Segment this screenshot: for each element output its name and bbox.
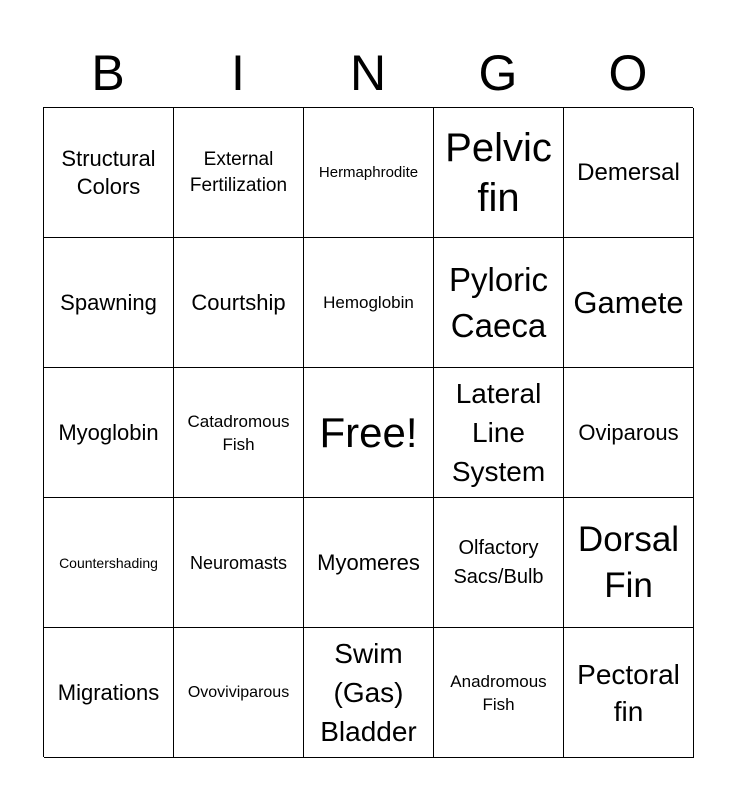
header-letter-i: I: [231, 45, 245, 101]
cell-label: Hemoglobin: [323, 293, 414, 312]
cell-label: Lateral Line System: [451, 378, 546, 487]
cell-label: Neuromasts: [189, 552, 288, 573]
cell-label: Olfactory Sacs/Bulb: [453, 536, 544, 588]
bingo-cell[interactable]: [44, 628, 174, 758]
cell-label: Myomeres: [317, 549, 420, 575]
cell-label: Demersal: [577, 158, 680, 186]
cell-label: External Fertilization: [189, 148, 288, 196]
free-space[interactable]: [304, 368, 434, 498]
bingo-cell[interactable]: [304, 498, 434, 628]
cell-label: Spawning: [60, 289, 157, 315]
bingo-cell[interactable]: [564, 108, 694, 238]
cell-label: Oviparous: [578, 419, 679, 445]
bingo-cell[interactable]: [564, 238, 694, 368]
cell-label: Swim (Gas) Bladder: [320, 638, 417, 747]
bingo-cell[interactable]: [44, 498, 174, 628]
bingo-cell[interactable]: [174, 498, 304, 628]
cell-label: Gamete: [573, 284, 684, 320]
bingo-cell[interactable]: [304, 238, 434, 368]
cell-label: Hermaphrodite: [318, 163, 419, 181]
cell-label: Anadromous Fish: [450, 671, 547, 714]
bingo-cell[interactable]: [434, 628, 564, 758]
cell-label: Myoglobin: [58, 419, 159, 445]
header-letter-o: O: [608, 45, 648, 101]
header-letter-n: N: [349, 45, 387, 101]
bingo-cell[interactable]: [434, 498, 564, 628]
bingo-cell[interactable]: [434, 238, 564, 368]
bingo-cell[interactable]: [434, 108, 564, 238]
bingo-cell[interactable]: [564, 628, 694, 758]
header-letter-g: G: [478, 45, 518, 101]
bingo-cell[interactable]: [174, 368, 304, 498]
cell-label: Dorsal Fin: [577, 519, 680, 605]
bingo-header: [43, 40, 693, 106]
free-label: Free!: [319, 408, 418, 456]
bingo-board: [43, 107, 693, 757]
bingo-cell[interactable]: [44, 108, 174, 238]
cell-label: Countershading: [59, 554, 158, 571]
bingo-cell[interactable]: [174, 238, 304, 368]
cell-label: Ovoviviparous: [187, 683, 290, 701]
bingo-cell[interactable]: [174, 108, 304, 238]
bingo-cell[interactable]: [434, 368, 564, 498]
bingo-cell[interactable]: [304, 628, 434, 758]
cell-label: Migrations: [57, 679, 160, 705]
cell-label: Pyloric Caeca: [448, 260, 549, 344]
bingo-cell[interactable]: [304, 108, 434, 238]
bingo-cell[interactable]: [174, 628, 304, 758]
cell-label: Pectoral fin: [577, 658, 680, 727]
cell-label: Courtship: [191, 289, 286, 315]
bingo-cell[interactable]: [564, 498, 694, 628]
cell-label: Pelvic fin: [445, 125, 552, 220]
bingo-cell[interactable]: [564, 368, 694, 498]
header-letter-b: B: [91, 45, 125, 101]
bingo-cell[interactable]: [44, 368, 174, 498]
cell-label: Structural Colors: [61, 145, 156, 199]
bingo-cell[interactable]: [44, 238, 174, 368]
cell-label: Catadromous Fish: [187, 411, 290, 454]
